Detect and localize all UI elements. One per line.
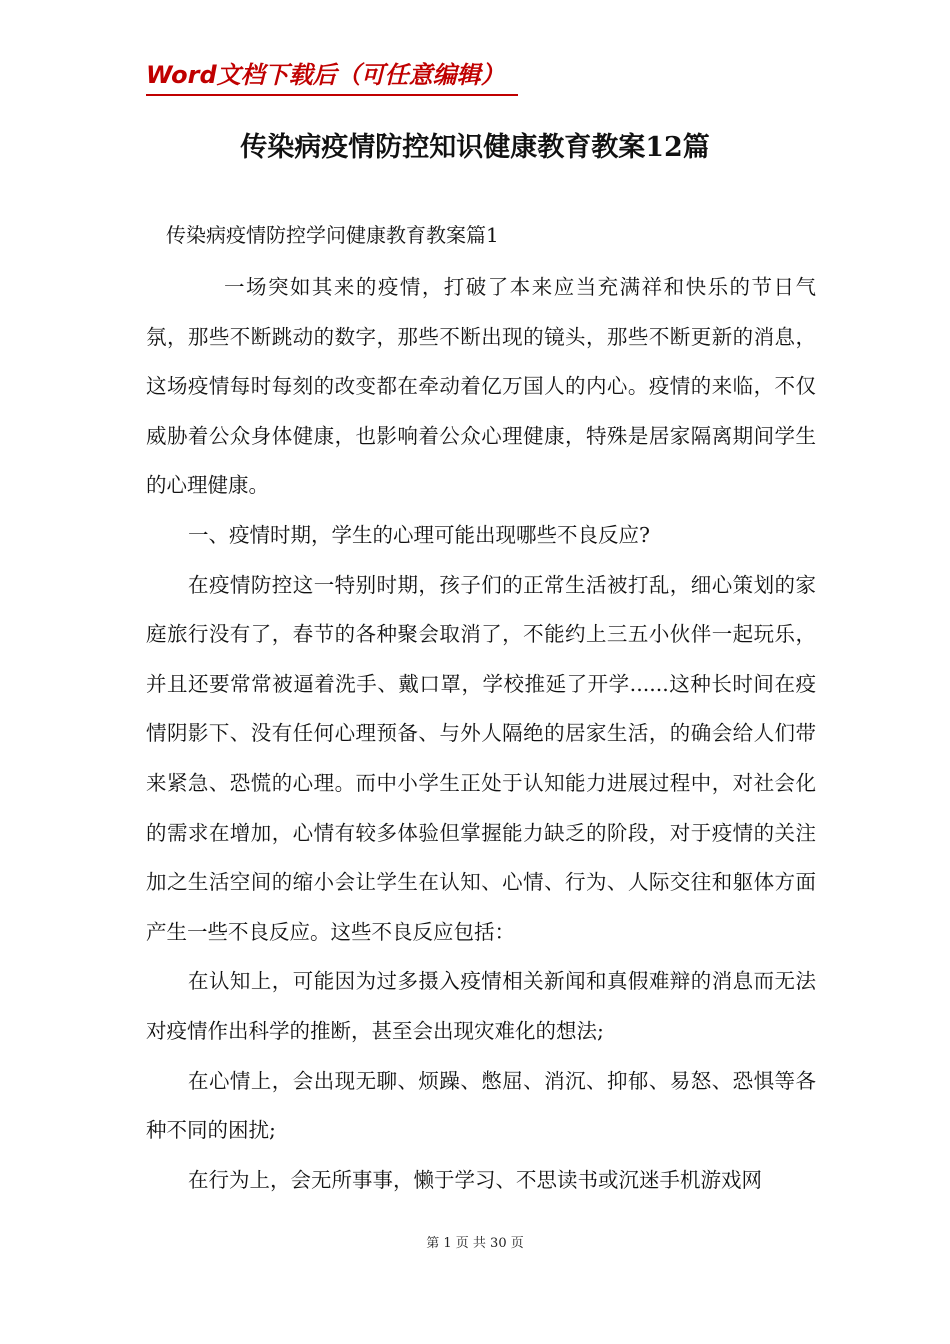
paragraph-background: 在疫情防控这一特别时期，孩子们的正常生活被打乱，细心策划的家庭旅行没有了，春节的各种聚会取消了，不能约上三五小伙伴一起玩乐，并且还要常常被逼着洗手、戴口罩，学校推延了开学......这种长时间在疫情阴影下、没有任何心理预备、与外人隔绝的居家生活，的确会给人们带来紧急、恐慌的心理。而中小学生正处于认知能力进展过程中，对社会化的需求在增加，心情有较多体验但掌握能力缺乏的阶段，对于疫情的关注加之生活空间的缩小会让学生在认知、心情、行为、人际交往和躯体方面产生一些不良反应。这些不良反应包括： [146, 572, 816, 944]
paragraph-cognition: 在认知上，可能因为过多摄入疫情相关新闻和真假难辩的消息而无法对疫情作出科学的推断，甚至会出现灾难化的想法; [146, 969, 816, 1043]
paragraph-emotion: 在心情上，会出现无聊、烦躁、憋屈、消沉、抑郁、易怒、恐惧等各种不同的困扰; [146, 1068, 816, 1143]
paragraph-question-heading: 一、疫情时期，学生的心理可能出现哪些不良反应? [188, 522, 650, 547]
paragraph-intro: 一场突如其来的疫情，打破了本来应当充满祥和快乐的节日气氛，那些不断跳动的数字，那些不断出现的镜头，那些不断更新的消息，这场疫情每时每刻的改变都在牵动着亿万国人的内心。疫情的来临，不仅威胁着公众身体健康，也影响着公众心理健康，特殊是居家隔离期间学生的心理健康。 [146, 275, 816, 498]
paragraph-behavior: 在行为上，会无所事事，懒于学习、不思读书或沉迷手机游戏网 [188, 1167, 762, 1192]
page-footer: 第 1 页 共 30 页 [426, 1236, 524, 1251]
document-title: 传染病疫情防控知识健康教育教案12篇 [240, 132, 710, 163]
watermark-banner [146, 58, 518, 96]
document-body [146, 263, 816, 1205]
section-heading: 传染病疫情防控学问健康教育教案篇1 [166, 223, 499, 247]
watermark-text: Word文档下载后（可任意编辑） [146, 61, 505, 89]
